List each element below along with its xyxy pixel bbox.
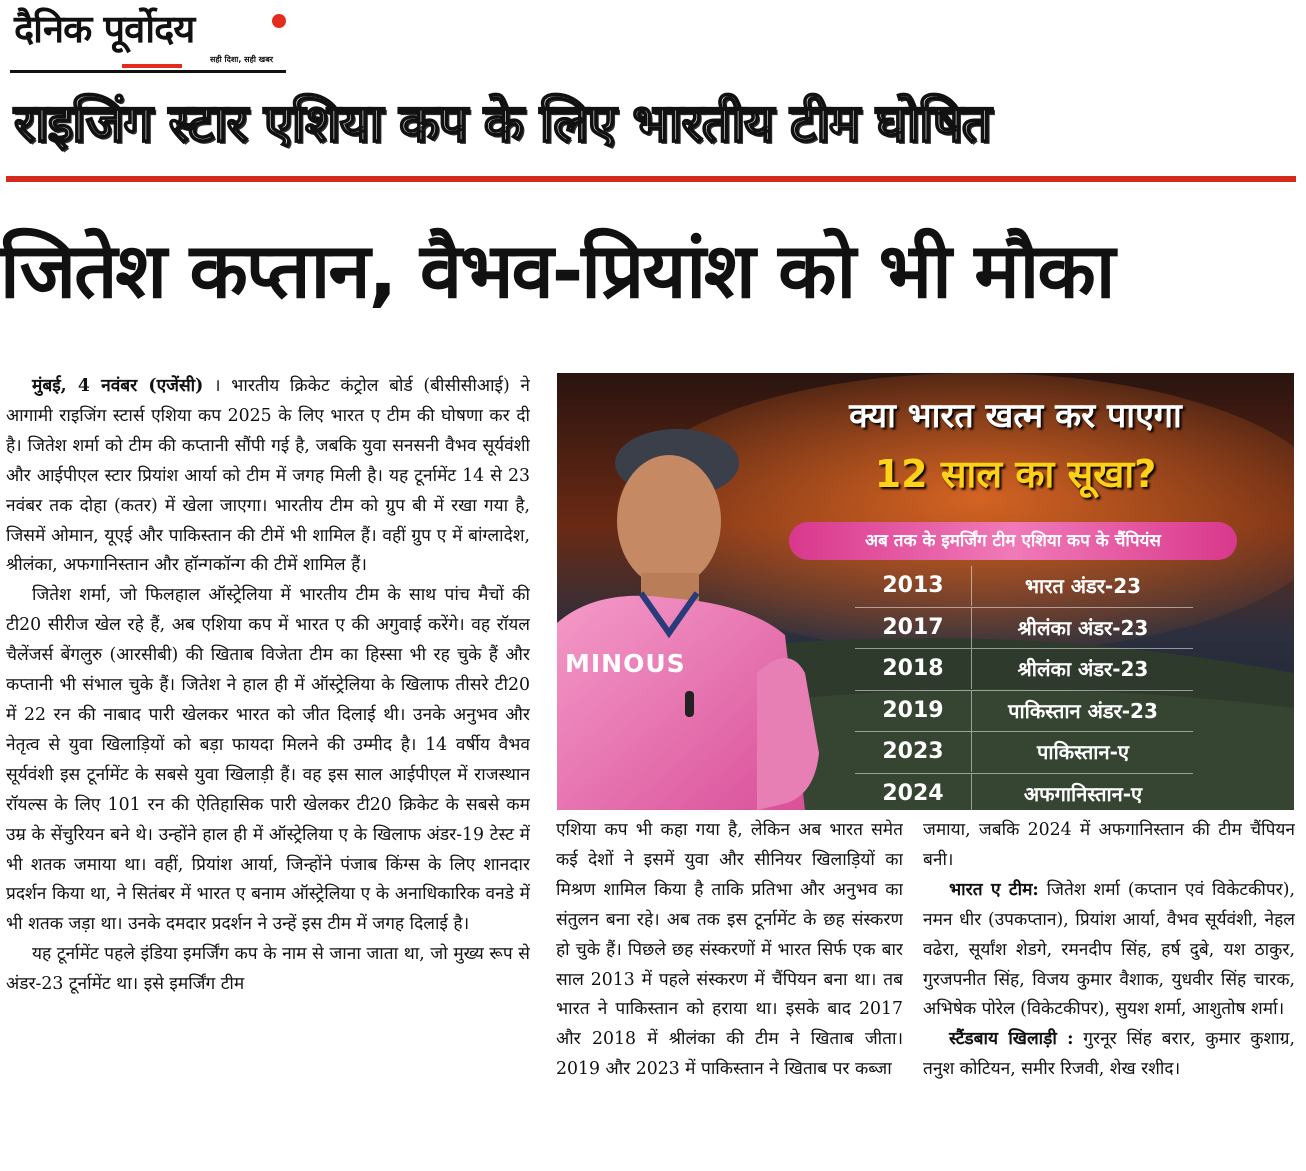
team-label: भारत ए टीम: (949, 879, 1039, 900)
red-divider (6, 176, 1296, 182)
masthead (10, 6, 286, 72)
table-row (855, 566, 1193, 608)
champion-year: 2023 (855, 732, 972, 772)
logo-dot-icon (272, 14, 286, 28)
article-paragraph: एशिया कप भी कहा गया है, लेकिन अब भारत समेत कई देशों ने इसमें युवा और सीनियर खिलाड़ियों का मिश्रण शामिल किया है ताकि प्रतिभा और अनुभव का संतुलन बना रहे। अब तक इस टूर्नामेंट के छह संस्करण हो चुके हैं। पिछले छह संस्करणों में भारत सिर्फ एक बार साल 2013 में पहले संस्करण में चैंपियन बना था। तब भारत ने पाकिस्तान को हराया था। इसके बाद 2017 और 2018 में श्रीलंका की टीम ने खिताब जीता। 2019 और 2023 में पाकिस्तान ने खिताब पर कब्जा (556, 820, 903, 1080)
graphic-subtitle-band: अब तक के इमर्जिंग टीम एशिया कप के चैंपियंस (789, 522, 1237, 560)
table-row (855, 649, 1193, 691)
champion-team: श्रीलंका अंडर-23 (1017, 615, 1149, 640)
jersey-text: MINOUS (565, 649, 686, 678)
newspaper-logo: दैनिक पूर्वोदय (14, 7, 195, 51)
masthead-red-strip (122, 64, 182, 68)
table-row (855, 732, 1193, 774)
team-paragraph (923, 876, 1295, 1026)
article-paragraph: जमाया, जबकि 2024 में अफगानिस्तान की टीम चैंपियन बनी। (923, 820, 1295, 870)
article-text: । भारतीय क्रिकेट कंट्रोल बोर्ड (बीसीसीआई) ने आगामी राइजिंग स्टार्स एशिया कप 2025 के लिए भारत ए टीम की घोषणा कर दी है। जितेश शर्मा को टीम की कप्तानी सौंपी गई है, जबकि युवा सनसनी वैभव सूर्यवंशी और आईपीएल स्टार प्रियांश आर्या को टीम में जगह मिली है। यह टूर्नामेंट 14 से 23 नवंबर तक दोहा (कतर) में खेला जाएगा। भारतीय टीम को ग्रुप बी में रखा गया है, जिसमें ओमान, यूएई और पाकिस्तान की टीमें भी शामिल हैं। वहीं ग्रुप ए में बांग्लादेश, श्रीलंका, अफगानिस्तान और हॉन्गकॉन्ग की टीमें शामिल हैं। (6, 376, 530, 576)
champion-team: भारत अंडर-23 (1024, 574, 1142, 598)
table-row (855, 608, 1193, 650)
infographic-champions (557, 373, 1294, 810)
standby-paragraph (923, 1025, 1295, 1085)
article-column-1 (6, 372, 530, 1171)
main-headline: जितेश कप्तान, वैभव-प्रियांश को भी मौका (0, 226, 1114, 315)
champion-year: 2019 (855, 691, 972, 731)
champion-team: श्रीलंका अंडर-23 (1017, 657, 1149, 682)
kicker-headline: राइजिंग स्टार एशिया कप के लिए भारतीय टीम घोषित (14, 93, 991, 154)
standby-list: गुरनूर सिंह बरार, कुमार कुशाग्र, तनुश कोटियन, समीर रिजवी, शेख रशीद। (923, 1029, 1295, 1080)
champion-year: 2013 (855, 566, 972, 606)
champions-table (855, 566, 1193, 810)
champion-year: 2018 (855, 649, 972, 689)
graphic-question-line-2: 12 साल का सूखा? (874, 452, 1157, 496)
dateline: मुंबई, 4 नवंबर (एजेंसी) (32, 376, 204, 396)
champion-year: 2024 (855, 774, 972, 810)
masthead-tagline: सही दिशा, सही खबर (210, 55, 274, 64)
champion-year: 2017 (855, 608, 972, 648)
table-row (855, 691, 1193, 733)
table-row (855, 774, 1193, 810)
masthead-rule (10, 70, 286, 73)
champion-team: अफगानिस्तान-ए (1023, 781, 1143, 806)
article-paragraph: यह टूर्नामेंट पहले इंडिया इमर्जिंग कप के नाम से जाना जाता था, जो मुख्य रूप से अंडर-23 टूर्नामेंट था। इसे इमर्जिंग टीम (6, 944, 530, 995)
champion-team: पाकिस्तान अंडर-23 (1008, 698, 1158, 723)
article-paragraph: जितेश शर्मा, जो फिलहाल ऑस्ट्रेलिया में भारतीय टीम के साथ पांच मैचों की टी20 सीरीज खेल रहे हैं, अब एशिया कप में भारत ए की अगुवाई करेंगे। वह रॉयल चैलेंजर्स बेंगलुरु (आरसीबी) की खिताब विजेता टीम का हिस्सा भी रह चुके हैं और कप्तानी भी संभाल चुके हैं। जितेश ने हाल ही में ऑस्ट्रेलिया के खिलाफ तीसरे टी20 में 22 रन की नाबाद पारी खेलकर भारत को जीत दिलाई थी। उनके अनुभव और नेतृत्व से युवा खिलाड़ियों को बड़ा फायदा मिलने की उम्मीद है। 14 वर्षीय वैभव सूर्यवंशी इस टूर्नामेंट के सबसे युवा खिलाड़ी हैं। वह इस साल आईपीएल में राजस्थान रॉयल्स के लिए 101 रन की ऐतिहासिक पारी खेलकर टी20 क्रिकेट के सबसे कम उम्र के सेंचुरियन बने थे। उन्होंने हाल ही में ऑस्ट्रेलिया ए के खिलाफ अंडर-19 टेस्ट में भी शतक जमाया था। वहीं, प्रियांश आर्या, जिन्होंने पंजाब किंग्स के लिए शानदार प्रदर्शन किया था, ने सितंबर में भारत ए बनाम ऑस्ट्रेलिया ए के अनाधिकारिक वनडे में भी शतक जड़ा था। उनके दमदार प्रदर्शन ने उन्हें इस टीम में जगह दिलाई है। (6, 585, 530, 935)
graphic-question-line-1: क्या भारत खत्म कर पाएगा (849, 396, 1182, 436)
standby-label: स्टैंडबाय खिलाड़ी : (949, 1029, 1074, 1050)
article-column-3 (923, 816, 1295, 1171)
article-paragraph (6, 372, 530, 581)
team-list: जितेश शर्मा (कप्तान एवं विकेटकीपर), नमन धीर (उपकप्तान), प्रियांश आर्या, वैभव सूर्यवंशी, नेहल वढेरा, सूर्यांश शेडगे, रमनदीप सिंह, हर्ष दुबे, यश ठाकुर, गुरजपनीत सिंह, विजय कुमार वैशाक, युधवीर सिंह चारक, अभिषेक पोरेल (विकेटकीपर), सुयश शर्मा, आशुतोष शर्मा। (923, 879, 1295, 1020)
article-column-2 (556, 816, 903, 1171)
champion-team: पाकिस्तान-ए (1037, 740, 1129, 765)
